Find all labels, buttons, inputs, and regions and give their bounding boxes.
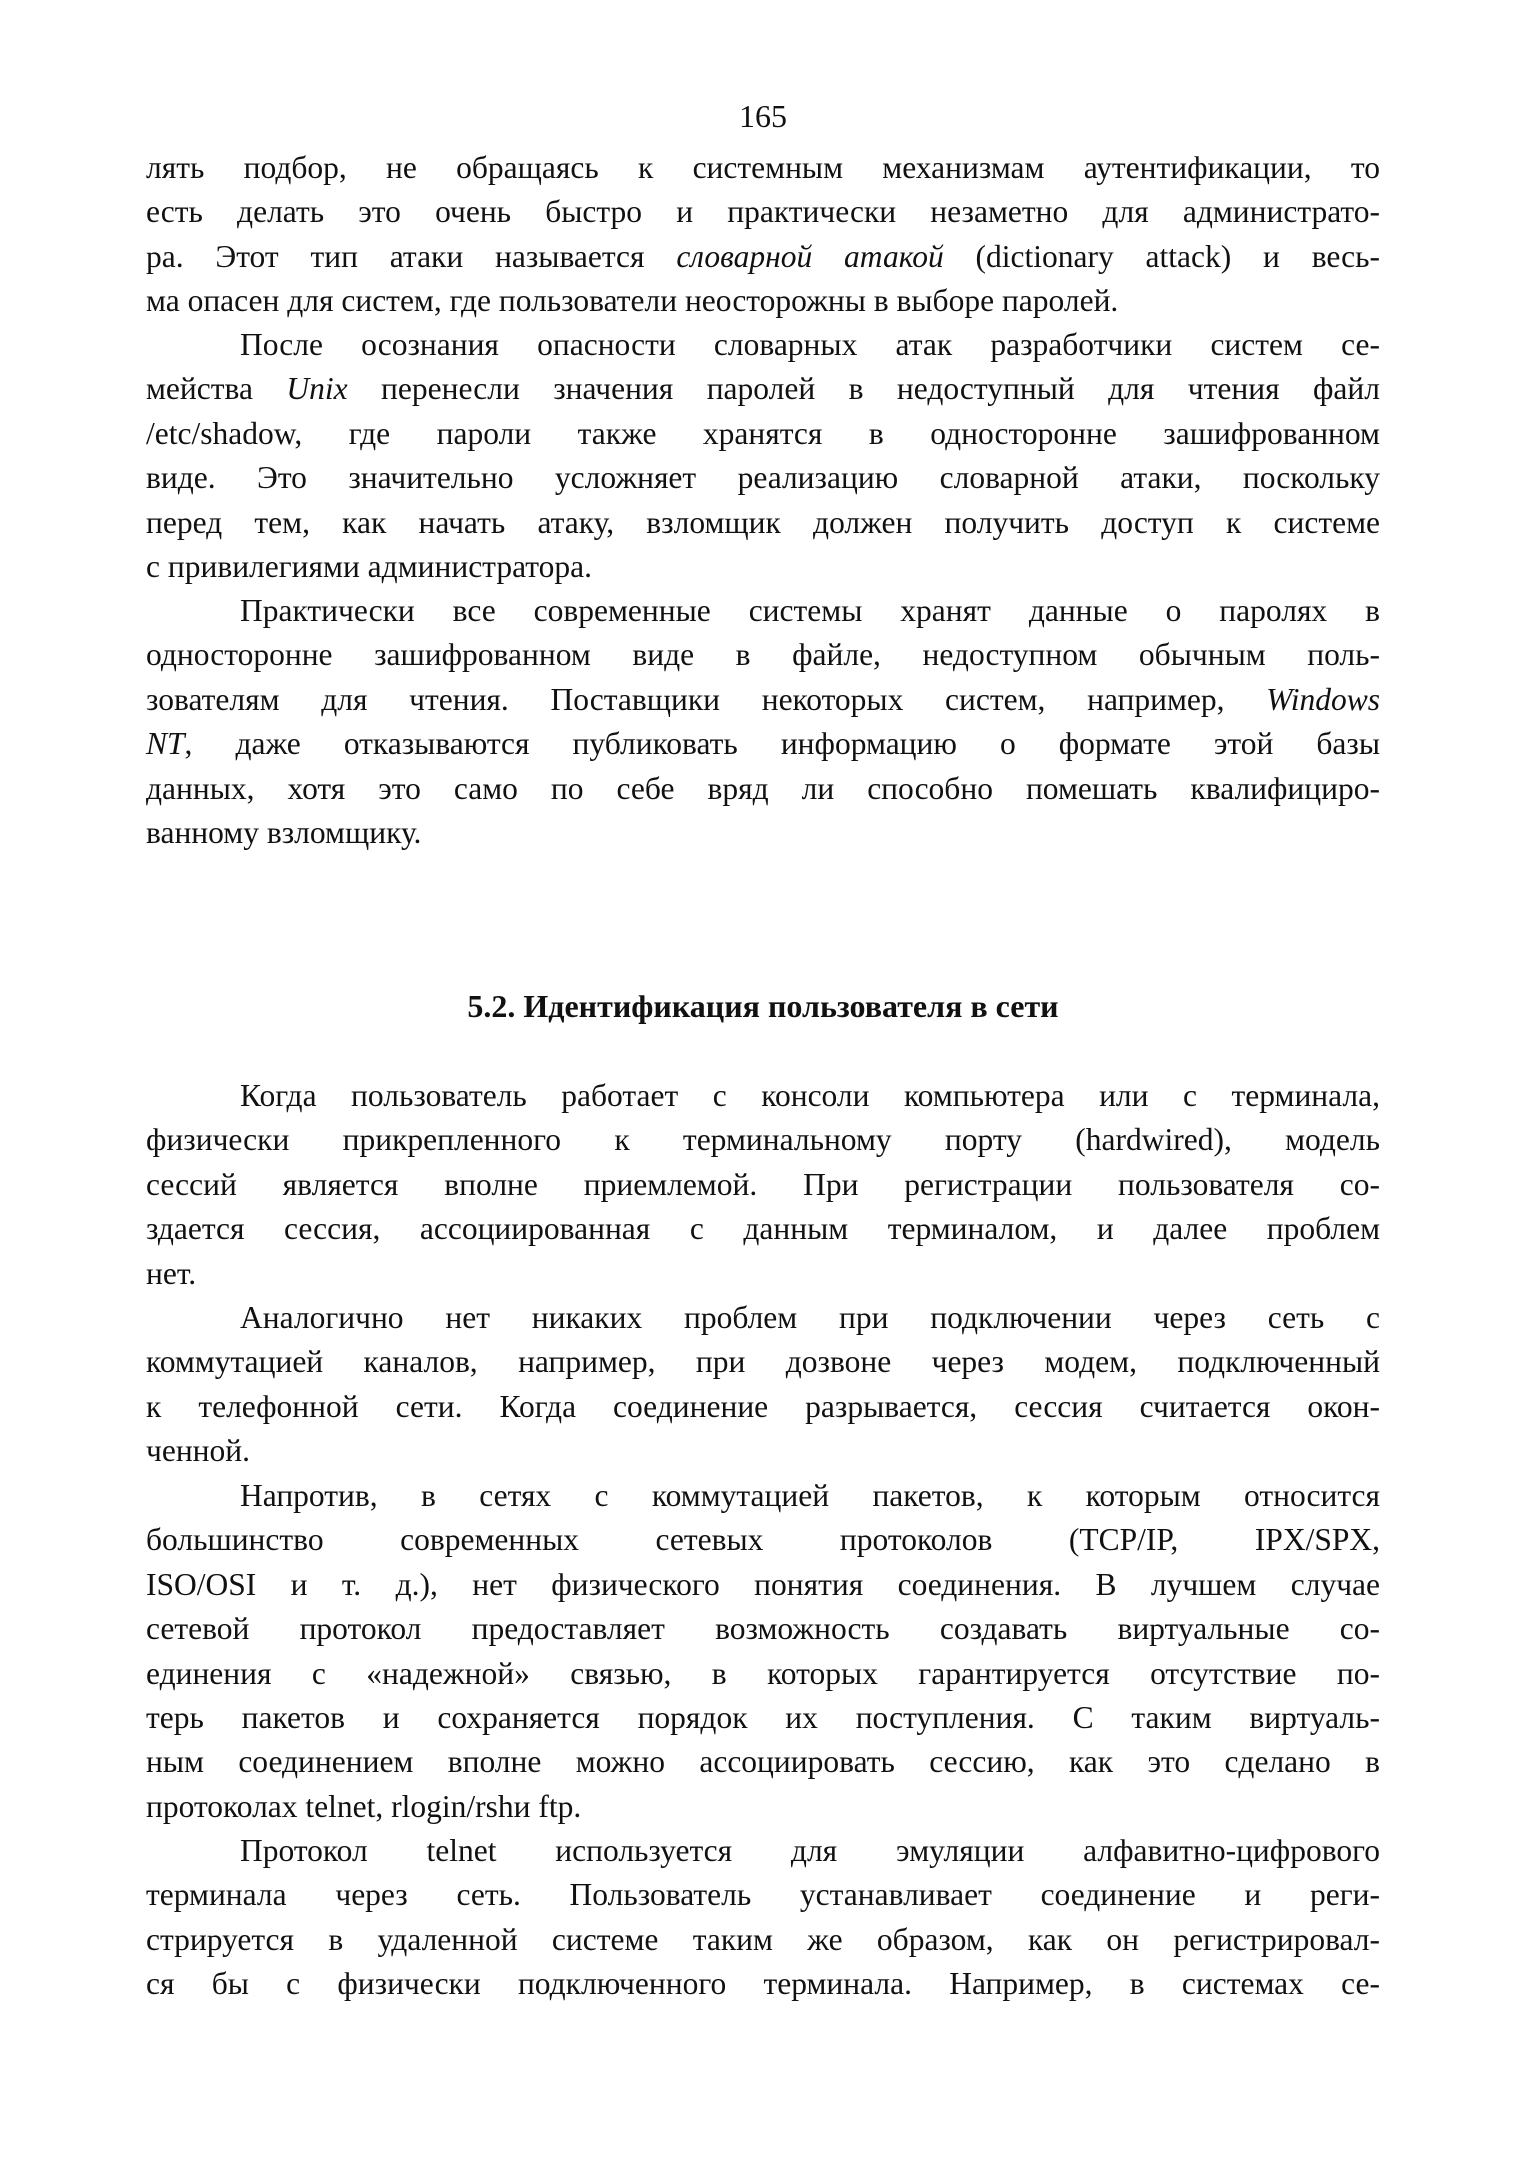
text-line: данных, хотя это само по себе вряд ли способно помешать квалифициро- — [146, 770, 1380, 806]
text-line: единения с «надежной» связью, в которых гарантируется отсутствие по- — [146, 1655, 1380, 1691]
paragraph-modern-systems — [146, 589, 1380, 855]
text-line: После осознания опасности словарных атак разработчики систем се- — [240, 327, 1380, 362]
text-line: стрируется в удаленной системе таким же образом, как он регистрировал- — [146, 1921, 1380, 1957]
text-line: физически прикрепленного к терминальному порту (hardwired), модель — [146, 1122, 1380, 1158]
text-line: ма опасен для систем, где пользователи неосторожны в выборе паролей. — [146, 283, 1119, 319]
italic-term: NT — [146, 726, 185, 762]
text-line: ченной. — [146, 1433, 251, 1469]
text-line: с привилегиями администратора. — [146, 548, 592, 584]
paragraph-console-session — [146, 1074, 1380, 1296]
text-line: ISO/OSI и т. д.), нет физического понятия соединения. В лучшем случае — [146, 1566, 1380, 1602]
paragraph-telnet — [146, 1829, 1380, 2007]
text-line: нет. — [146, 1255, 197, 1291]
paragraph-continuation — [146, 146, 1380, 324]
text-line: мейства Unix перенесли значения паролей в недоступный для чтения файл — [146, 371, 1380, 407]
text-line: большинство современных сетевых протоколов (TCP/IP, IPX/SPX, — [146, 1522, 1380, 1558]
text-line: ным соединением вполне можно ассоциировать сессию, как это сделано в — [146, 1744, 1380, 1780]
text-line: терь пакетов и сохраняется порядок их поступления. С таким виртуаль- — [146, 1699, 1380, 1735]
text-line: перед тем, как начать атаку, взломщик должен получить доступ к системе — [146, 504, 1380, 540]
text-line: NT, даже отказываются публиковать информацию о формате этой базы — [146, 726, 1380, 762]
text-line: здается сессия, ассоциированная с данным терминалом, и далее проблем — [146, 1211, 1380, 1247]
paragraph-unix-shadow — [146, 323, 1380, 589]
text-line: сетевой протокол предоставляет возможность создавать виртуальные со- — [146, 1611, 1380, 1647]
text-line: зователям для чтения. Поставщики некоторых систем, например, Windows — [146, 681, 1380, 717]
text-line: Когда пользователь работает с консоли компьютера или с терминала, — [240, 1078, 1380, 1113]
italic-term: Windows — [1266, 681, 1380, 717]
text-line: ра. Этот тип атаки называется словарной атакой (dictionary attack) и весь- — [146, 238, 1380, 274]
paragraph-packet-switching — [146, 1474, 1380, 1829]
text-line: Протокол telnet используется для эмуляции алфавитно-цифрового — [240, 1833, 1380, 1868]
text-line: /etc/shadow, где пароли также хранятся в односторонне зашифрованном — [146, 415, 1380, 451]
text-line: Аналогично нет никаких проблем при подключении через сеть с — [240, 1300, 1380, 1335]
text-line: ванному взломщику. — [146, 814, 422, 850]
text-line: лять подбор, не обращаясь к системным механизмам аутентификации, то — [146, 150, 1380, 185]
text-line: сессий является вполне приемлемой. При регистрации пользователя со- — [146, 1166, 1380, 1202]
text-line: односторонне зашифрованном виде в файле, недоступном обычным поль- — [146, 637, 1380, 673]
text-line: терминала через сеть. Пользователь устанавливает соединение и реги- — [146, 1877, 1380, 1913]
text-line: Напротив, в сетях с коммутацией пакетов, к которым относится — [240, 1478, 1380, 1513]
italic-term: словарной атакой — [676, 238, 944, 274]
italic-term: Unix — [286, 371, 348, 407]
section-heading: 5.2. Идентификация пользователя в сети — [467, 988, 1059, 1024]
text-line: к телефонной сети. Когда соединение разрывается, сессия считается окон- — [146, 1388, 1380, 1424]
text-line: Практически все современные системы хранят данные о паролях в — [240, 593, 1380, 628]
text-line: виде. Это значительно усложняет реализацию словарной атаки, поскольку — [146, 460, 1380, 496]
text-line: коммутацией каналов, например, при дозвоне через модем, подключенный — [146, 1344, 1380, 1380]
text-line: есть делать это очень быстро и практически незаметно для администрато- — [146, 194, 1380, 230]
page-number: 165 — [739, 98, 787, 134]
text-line: протоколах telnet, rlogin/rshи ftp. — [146, 1788, 582, 1824]
text-line: ся бы с физически подключенного терминала. Например, в системах се- — [146, 1966, 1380, 2002]
paragraph-circuit-switching — [146, 1296, 1380, 1474]
